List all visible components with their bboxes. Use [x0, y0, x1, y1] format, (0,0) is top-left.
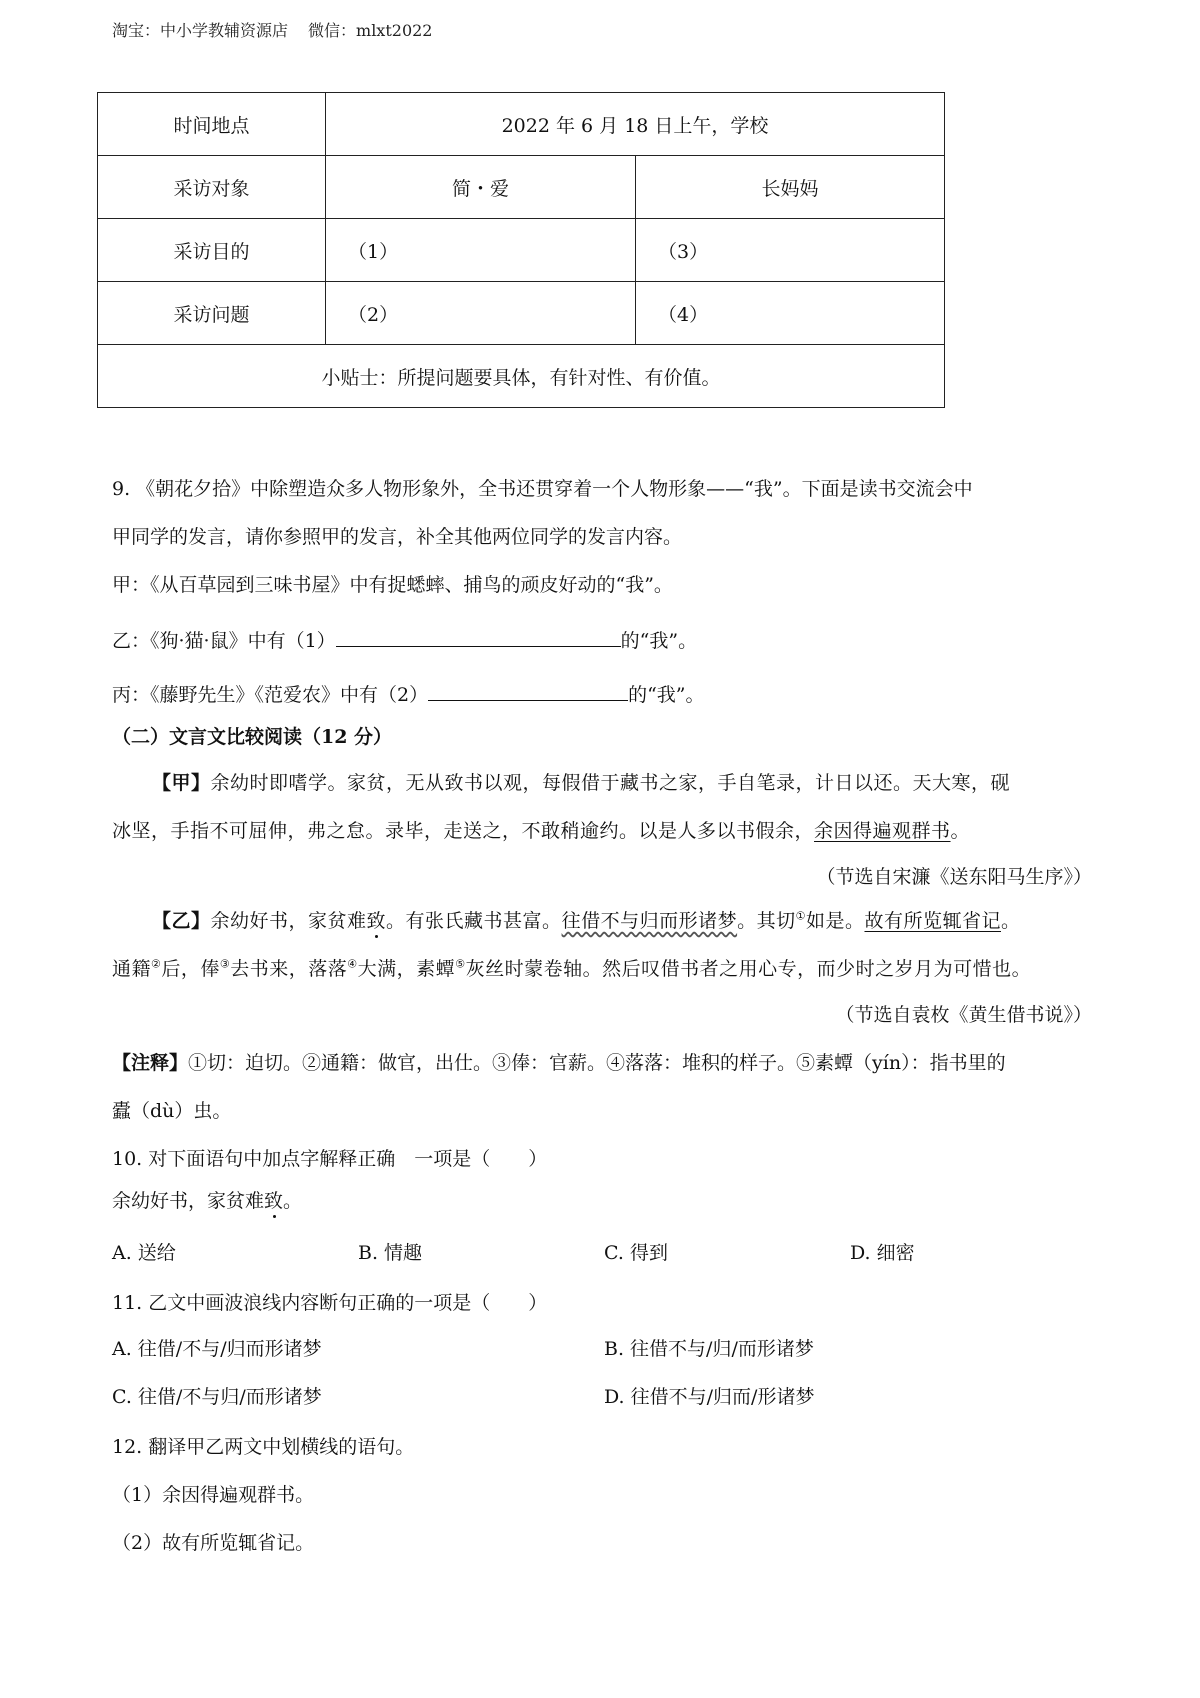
underlined-sentence-jia: 余因得遍观群书	[814, 820, 951, 842]
q11-option-a[interactable]: A. 往借/不与/归而形诸梦	[112, 1338, 322, 1360]
q12-sentence-2: （2）故有所览辄省记。	[112, 1532, 315, 1554]
section-title: （二）文言文比较阅读（12 分）	[112, 726, 393, 748]
passage-jia-text1: 余幼时即嗜学。家贫，无从致书以观，每假借于藏书之家，手自笔录，计日以还。天大寒，砚	[210, 772, 1011, 794]
q9-jia: 甲：《从百草园到三味书屋》中有捉蟋蟀、捕鸟的顽皮好动的“我”。	[112, 574, 673, 596]
table-cell-question-a: （2）	[326, 282, 636, 345]
underlined-sentence-yi: 故有所览辄省记	[864, 910, 1001, 932]
passage-yi-text-e: 通籍	[112, 958, 152, 980]
passage-yi-text-h: 大满，素蟫	[357, 958, 456, 980]
q10-option-c[interactable]: C. 得到	[604, 1242, 668, 1264]
shop-name: 淘宝：中小学教辅资源店	[112, 21, 289, 40]
q10-sentence	[112, 1186, 302, 1213]
table-tip: 小贴士：所提问题要具体，有针对性、有价值。	[98, 345, 945, 408]
passage-yi-text-c: 。其切	[737, 910, 796, 932]
table-cell-time-place: 2022 年 6 月 18 日上午，学校	[326, 93, 945, 156]
wechat-id: 微信：mlxt2022	[308, 21, 433, 40]
table-cell-label: 采访对象	[98, 156, 326, 219]
q9-yi-suffix: 的“我”。	[620, 630, 698, 652]
q11-option-d[interactable]: D. 往借不与/归而/形诸梦	[604, 1386, 815, 1408]
notes-label: 【注释】	[112, 1052, 189, 1074]
answer-blank-1[interactable]	[336, 624, 621, 647]
q10-stem: 10. 对下面语句中加点字解释正确 一项是（ ）	[112, 1148, 548, 1170]
note-marker: ③	[219, 957, 231, 971]
note-marker: ④	[347, 957, 358, 971]
passage-yi-line1	[152, 906, 1021, 933]
q12-sentence-1: （1）余因得遍观群书。	[112, 1484, 315, 1506]
q9-line2: 甲同学的发言，请你参照甲的发言，补全其他两位同学的发言内容。	[112, 526, 683, 548]
q9-bing	[112, 678, 705, 707]
table-cell-question-b: （4）	[636, 282, 945, 345]
passage-yi-text-f: 后，俸	[161, 958, 220, 980]
q11-stem: 11. 乙文中画波浪线内容断句正确的一项是（ ）	[112, 1292, 548, 1314]
passage-yi-source: （节选自袁枚《黄生借书说》）	[835, 1004, 1092, 1026]
q12-stem: 12. 翻译甲乙两文中划横线的语句。	[112, 1436, 415, 1458]
page-header	[112, 18, 432, 41]
q9-yi-prefix: 乙：《狗·猫·鼠》中有（1）	[112, 630, 336, 652]
q10-option-a[interactable]: A. 送给	[112, 1242, 176, 1264]
notes-text1: ①切：迫切。②通籍：做官，出仕。③俸：官薪。④落落：堆积的样子。⑤素蟫（yín）：指书里的	[188, 1052, 1006, 1074]
table-cell-label: 采访问题	[98, 282, 326, 345]
note-marker: ①	[795, 909, 806, 923]
dotted-character: 致	[367, 906, 387, 933]
q10-sentence-b: 。	[283, 1190, 303, 1212]
dotted-character: 致	[264, 1186, 283, 1213]
passage-jia-line1	[152, 768, 1010, 795]
passage-jia-source: （节选自宋濂《送东阳马生序》）	[816, 866, 1092, 888]
table-cell-label: 时间地点	[98, 93, 326, 156]
q9-bing-suffix: 的“我”。	[628, 684, 705, 706]
q10-option-d[interactable]: D. 细密	[850, 1242, 915, 1264]
table-row	[98, 219, 945, 282]
q9-bing-prefix: 丙：《藤野先生》《范爱农》中有（2）	[112, 684, 429, 706]
notes-line2: 蠹（dù）虫。	[112, 1100, 232, 1122]
passage-jia-text2: 冰坚，手指不可屈伸，弗之怠。录毕，走送之，不敢稍逾约。以是人多以书假余，	[112, 820, 815, 842]
passage-jia-label: 【甲】	[152, 772, 211, 794]
passage-yi-text-i: 灰丝时蒙卷轴。然后叹借书者之用心专，而少时之岁月为可惜也。	[465, 958, 1032, 980]
table-cell-subject-a: 简・爱	[326, 156, 636, 219]
q10-sentence-a: 余幼好书，家贫难	[112, 1190, 265, 1212]
table-cell-label: 采访目的	[98, 219, 326, 282]
table-cell-subject-b: 长妈妈	[636, 156, 945, 219]
note-marker: ②	[151, 957, 162, 971]
answer-blank-2[interactable]	[428, 678, 628, 701]
q9-line1: 9. 《朝花夕拾》中除塑造众多人物形象外，全书还贯穿着一个人物形象——“我”。下面是读书交流会中	[112, 478, 973, 500]
table-cell-purpose-a: （1）	[326, 219, 636, 282]
q10-option-b[interactable]: B. 情趣	[358, 1242, 423, 1264]
passage-jia-line2	[112, 816, 970, 843]
q11-option-b[interactable]: B. 往借不与/归/而形诸梦	[604, 1338, 814, 1360]
table-cell-purpose-b: （3）	[636, 219, 945, 282]
interview-table	[97, 92, 945, 408]
passage-yi-text-g: 去书来，落落	[230, 958, 348, 980]
table-row	[98, 156, 945, 219]
q9-yi	[112, 624, 697, 653]
passage-yi-text-b: 。有张氏藏书甚富。	[386, 910, 562, 932]
passage-yi-text-d: 如是。	[805, 910, 865, 932]
passage-yi-label: 【乙】	[152, 910, 211, 932]
passage-yi-line2	[112, 954, 1031, 981]
wavy-underlined-phrase: 往借不与归而形诸梦	[561, 910, 738, 932]
note-marker: ⑤	[455, 957, 466, 971]
notes-line1	[112, 1048, 1006, 1075]
q11-option-c[interactable]: C. 往借/不与归/而形诸梦	[112, 1386, 322, 1408]
passage-yi-text-a: 余幼好书，家贫难	[210, 910, 367, 932]
passage-yi-end: 。	[1001, 910, 1021, 932]
table-row	[98, 93, 945, 156]
passage-jia-end: 。	[950, 820, 971, 842]
table-row	[98, 282, 945, 345]
table-row	[98, 345, 945, 408]
